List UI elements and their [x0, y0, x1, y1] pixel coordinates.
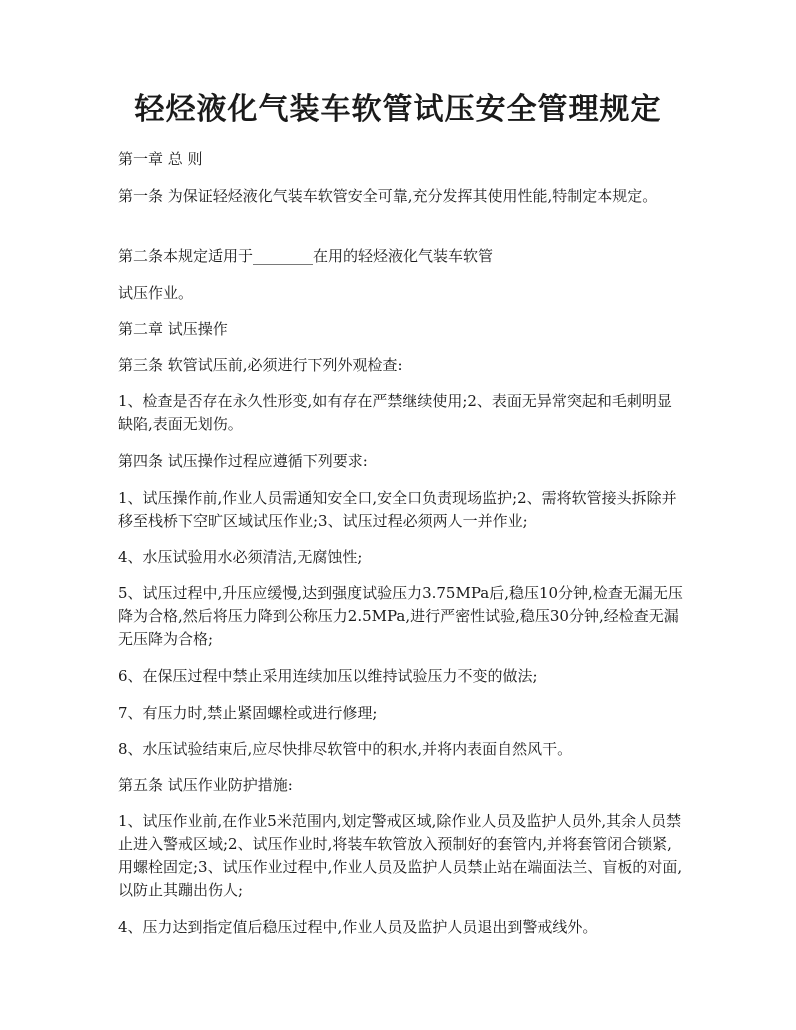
article-4-item-6: 6、在保压过程中禁止采用连续加压以维持试验压力不变的做法; [118, 667, 538, 685]
chapter-2-heading: 第二章 试压操作 [118, 320, 228, 338]
article-3-items: 1、检查是否存在永久性形变,如有存在严禁继续使用;2、表面无异常突起和毛刺明显缺陷,表面无划伤。 [118, 392, 672, 433]
article-5-item-4: 4、压力达到指定值后稳压过程中,作业人员及监护人员退出到警戒线外。 [118, 918, 598, 936]
document-title: 轻烃液化气装车软管试压安全管理规定 [134, 92, 662, 127]
article-4-item-4: 4、水压试验用水必须清洁,无腐蚀性; [118, 548, 363, 566]
article-2: 第二条本规定适用于________在用的轻烃液化气装车软管 [118, 247, 494, 265]
article-4-item-8: 8、水压试验结束后,应尽快排尽软管中的积水,并将内表面自然风干。 [118, 740, 573, 758]
article-5: 第五条 试压作业防护措施: [118, 776, 293, 794]
article-4-items-1-3: 1、试压操作前,作业人员需通知安全口,安全口负责现场监护;2、需将软管接头拆除并移至栈桥下空旷区域试压作业;3、试压过程必须两人一并作业; [118, 489, 677, 530]
article-5-items-1-3: 1、试压作业前,在作业5米范围内,划定警戒区域,除作业人员及监护人员外,其余人员禁止进入警戒区域;2、试压作业时,将装车软管放入预制好的套管内,并将套管闭合锁紧,用螺栓固定;3、试压作业过程中,作业人员及监护人员禁止站在端面法兰、盲板的对面,以防止其蹦出伤人; [118, 812, 683, 899]
article-2-continued: 试压作业。 [118, 284, 194, 302]
article-3: 第三条 软管试压前,必须进行下列外观检查: [118, 356, 403, 374]
article-1: 第一条 为保证轻烃液化气装车软管安全可靠,充分发挥其使用性能,特制定本规定。 [118, 187, 658, 205]
article-4-item-7: 7、有压力时,禁止紧固螺栓或进行修理; [118, 704, 378, 722]
article-4-item-5: 5、试压过程中,升压应缓慢,达到强度试验压力3.75MPa后,稳压10分钟,检查无漏无压降为合格,然后将压力降到公称压力2.5MPa,进行严密性试验,稳压30分钟,经检查无漏无压降为合格; [118, 584, 683, 648]
article-4: 第四条 试压操作过程应遵循下列要求: [118, 452, 368, 470]
chapter-1-heading: 第一章 总 则 [118, 150, 203, 168]
